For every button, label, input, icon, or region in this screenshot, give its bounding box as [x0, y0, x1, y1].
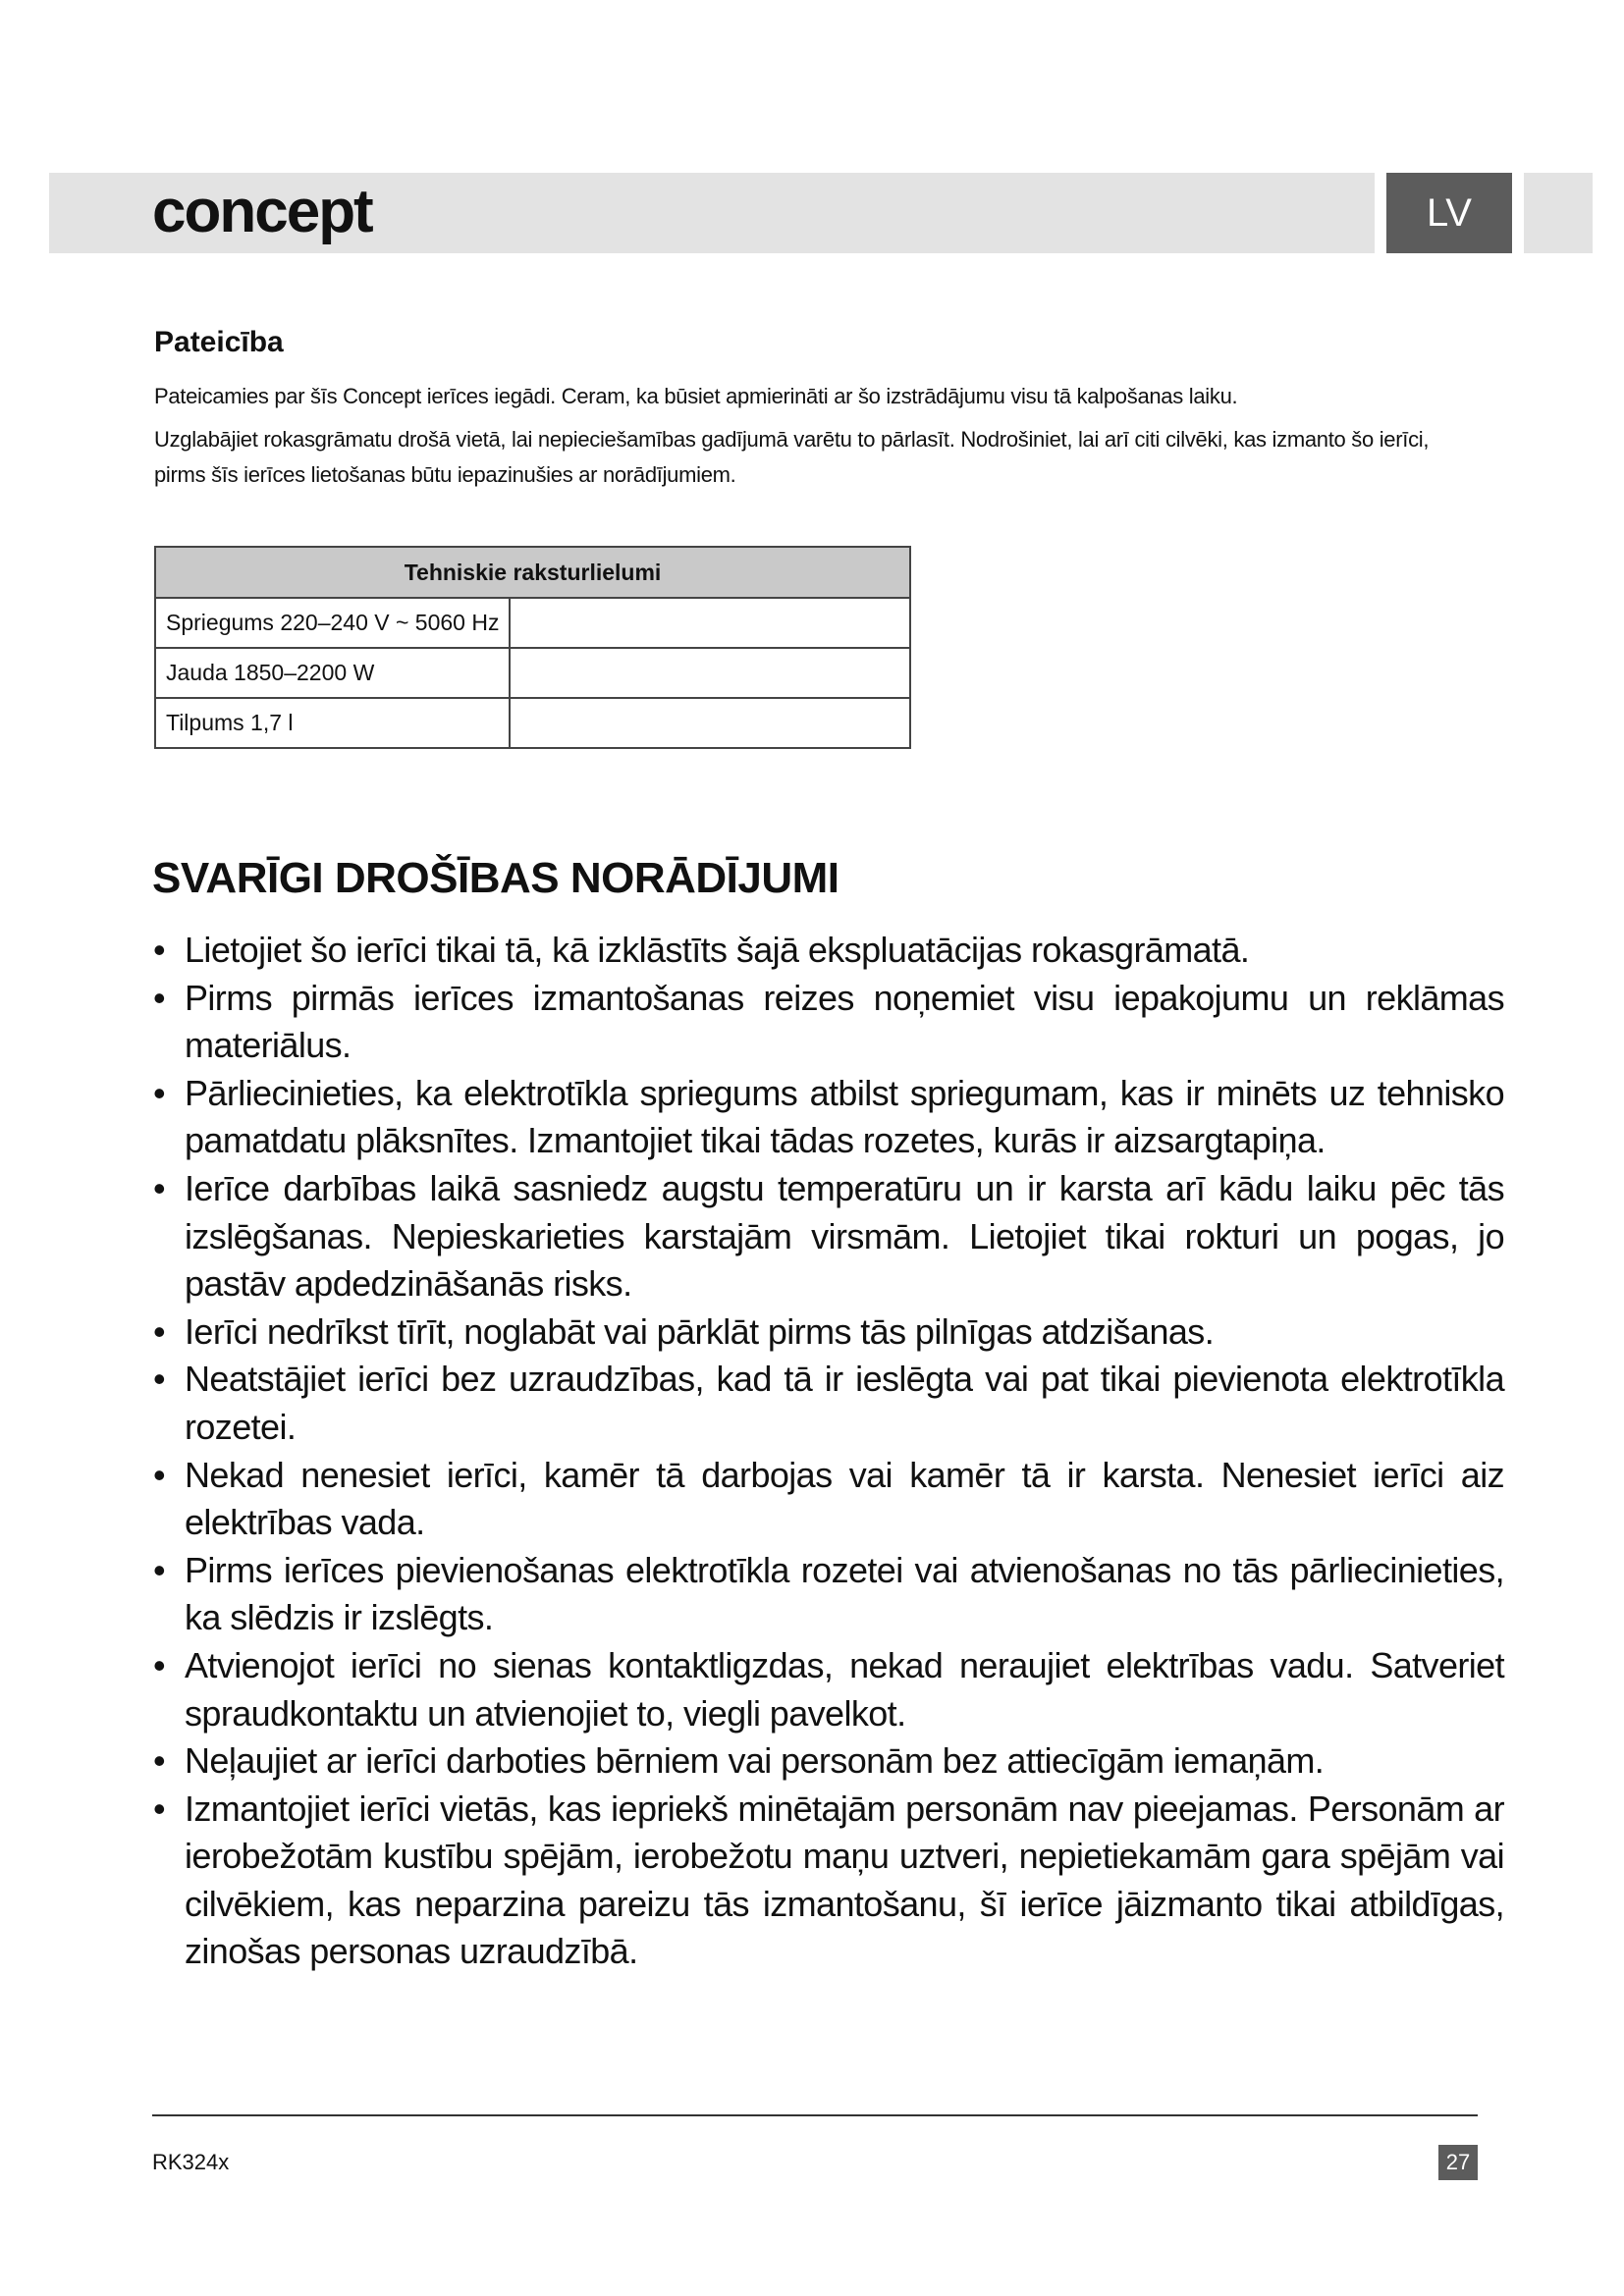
list-item: • Nekad nenesiet ierīci, kamēr tā darbojas vai kamēr tā ir karsta. Nenesiet ierīci aiz elektrības vada.: [147, 1452, 1504, 1547]
list-item: • Pirms pirmās ierīces izmantošanas reizes noņemiet visu iepakojumu un reklāmas materiālus.: [147, 975, 1504, 1070]
spec-empty-cell: [510, 698, 910, 748]
table-row: [155, 648, 910, 698]
brand-logo: concept: [152, 178, 372, 245]
intro-paragraph: Pateicamies par šīs Concept ierīces iegādi. Ceram, ka būsiet apmierināti ar šo izstrādājumu visu tā kalpošanas laiku.: [154, 384, 1238, 408]
list-item: • Neatstājiet ierīci bez uzraudzības, kad tā ir ieslēgta vai pat tikai pievienota elektrotīkla rozetei.: [147, 1356, 1504, 1451]
specs-table: [154, 546, 911, 749]
spec-cell: Jauda 1850–2200 W: [155, 648, 510, 698]
model-number: RK324x: [152, 2150, 230, 2174]
spec-empty-cell: [510, 598, 910, 648]
specs-table-title: Tehniskie raksturlielumi: [155, 547, 910, 598]
safety-list: [147, 927, 1504, 1976]
language-badge: LV: [1386, 173, 1512, 253]
table-row: [155, 698, 910, 748]
spec-empty-cell: [510, 648, 910, 698]
list-item: • Pārliecinieties, ka elektrotīkla spriegums atbilst spriegumam, kas ir minēts uz tehnisko pamatdatu plāksnītes. Izmantojiet tikai tādas rozetes, kurās ir aizsargtapiņa.: [147, 1070, 1504, 1165]
spec-cell: Tilpums 1,7 l: [155, 698, 510, 748]
list-item: • Izmantojiet ierīci vietās, kas iepriekš minētajām personām nav pieejamas. Personām ar ierobežotām kustību spējām, ierobežotu maņu uztveri, nepietiekamām gara spējām vai cilvēkiem, kas neparzina pareizu tās izmantošanu, šī ierīce jāizmanto tikai atbildīgas, zinošas personas uzraudzībā.: [147, 1786, 1504, 1976]
header-bar-end: [1524, 173, 1593, 253]
footer-divider: [152, 2114, 1478, 2116]
list-item: • Neļaujiet ar ierīci darboties bērniem vai personām bez attiecīgām iemaņām.: [147, 1737, 1504, 1786]
table-row: [155, 598, 910, 648]
list-item: • Lietojiet šo ierīci tikai tā, kā izklāstīts šajā ekspluatācijas rokasgrāmatā.: [147, 927, 1504, 975]
spec-cell: Spriegums 220–240 V ~ 5060 Hz: [155, 598, 510, 648]
list-item: • Pirms ierīces pievienošanas elektrotīkla rozetei vai atvienošanas no tās pārliecinieties, ka slēdzis ir izslēgts.: [147, 1547, 1504, 1642]
list-item: • Ierīce darbības laikā sasniedz augstu temperatūru un ir karsta arī kādu laiku pēc tās izslēgšanas. Nepieskarieties karstajām virsmām. Lietojiet tikai rokturi un pogas, jo pastāv apdedzināšanās risks.: [147, 1165, 1504, 1308]
safety-heading: SVARĪGI DROŠĪBAS NORĀDĪJUMI: [152, 854, 839, 902]
intro-title: Pateicība: [154, 326, 284, 358]
intro-paragraph: Uzglabājiet rokasgrāmatu drošā vietā, lai nepieciešamības gadījumā varētu to pārlasīt. Nodrošiniet, lai arī citi cilvēki, kas izmanto šo ierīci, pirms šīs ierīces lietošanas būtu iepazinušies ar norādījumiem.: [154, 427, 1430, 487]
list-item: • Ierīci nedrīkst tīrīt, noglabāt vai pārklāt pirms tās pilnīgas atdzišanas.: [147, 1308, 1504, 1357]
list-item: • Atvienojot ierīci no sienas kontaktligzdas, nekad neraujiet elektrības vadu. Satveriet spraudkontaktu un atvienojiet to, viegli pavelkot.: [147, 1642, 1504, 1737]
page-number: 27: [1438, 2145, 1478, 2180]
